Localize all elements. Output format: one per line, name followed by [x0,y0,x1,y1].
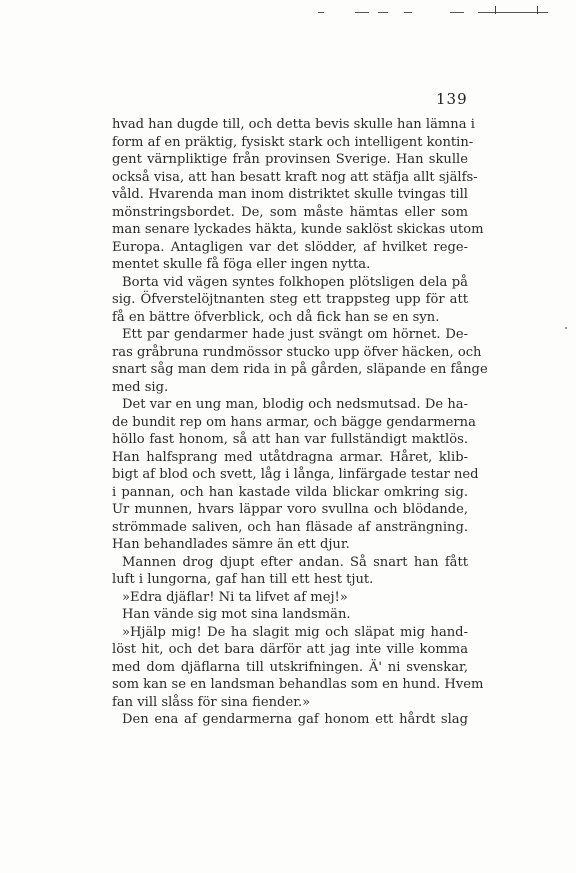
text-line: Borta vid vägen syntes folkhopen plötsligen dela på [122,274,468,290]
scan-artifact [495,6,496,14]
text-line: Europa. Antagligen var det slödder, af hvilket rege- [112,239,468,255]
text-line: luft i lungorna, gaf han till ett hest tjut. [112,572,374,587]
text-line: »Hjälp mig! De ha slagit mig och släpat mig hand- [122,624,468,640]
text-line: Ur munnen, hvars läppar voro svullna och blödande, [112,502,468,517]
text-line: Han vände sig mot sina landsmän. [122,607,351,622]
text-line: Han halfsprang med utåtdragna armar. Håret, klib- [112,449,468,465]
scan-artifact [318,12,324,13]
text-line: fan vill slåss för sina fiender.» [112,694,311,710]
text-line: Den ena af gendarmerna gaf honom ett hårdt slag [122,712,468,727]
text-line: bigt af blod och svett, låg i långa, linfärgade testar ned [112,467,479,482]
text-line: de bundit rep om hans armar, och bägge gendarmerna [112,414,476,430]
text-line: Det var en ung man, blodig och nedsmutsad. De ha- [122,397,468,412]
body-text [112,116,488,729]
text-line: mentet skulle få föga eller ingen nytta. [112,257,371,272]
text-line: som kan se en landsman behandlas som en hund. Hvem [112,677,484,692]
text-line: höllo fast honom, så att han var fullständigt maktlös. [112,432,468,447]
text-line: löst hit, och det bara därför att jag inte ville komma [112,642,468,657]
scan-artifact [450,12,464,13]
scan-artifact [537,6,538,14]
text-line: hvad han dugde till, och detta bevis skulle han lämna i [112,117,475,132]
margin-speck [565,327,567,329]
page-number: 139 [436,90,468,108]
text-line: mönstringsbordet. De, som måste hämtas eller som [112,204,468,220]
text-line: gent värnpliktige från provinsen Sverige. Han skulle [112,152,468,167]
text-line: strömmade saliven, och han fläsade af ansträngning. [112,519,468,535]
scan-artifact [378,12,388,13]
scan-artifact [355,12,369,13]
text-line: med dom djäflarna till utskrifningen. Ä' ni svenskar, [112,659,468,675]
text-line: med sig. [112,379,169,395]
text-line: snart såg man dem rida in på gården, släpande en fånge [112,362,488,377]
text-line: form af en präktig, fysiskt stark och intelligent kontin- [112,134,474,150]
scan-artifact [404,12,412,13]
text-line: »Edra djäflar! Ni ta lifvet af mej!» [122,589,348,605]
text-line: Mannen drog djupt efter andan. Så snart han fått [122,554,468,570]
text-line: man senare lyckades häkta, kunde saklöst skickas utom [112,222,484,237]
text-line: sig. Öfverstelöjtnanten steg ett trappsteg upp för att [112,292,468,307]
text-line: också visa, att han besatt kraft nog att stäfja allt själfs- [112,169,478,185]
text-line: få en bättre öfverblick, och då fick han se en syn. [112,309,440,325]
text-line: Ett par gendarmer hade just svängt om hörnet. De- [122,327,468,342]
text-line: i pannan, och han kastade vilda blickar omkring sig. [112,484,468,500]
text-line: Han behandlades sämre än ett djur. [112,537,350,552]
text-line: våld. Hvarenda man inom distriktet skulle tvingas till [112,187,468,202]
text-line: ras gråbruna rundmössor stucko upp öfver häcken, och [112,344,482,360]
